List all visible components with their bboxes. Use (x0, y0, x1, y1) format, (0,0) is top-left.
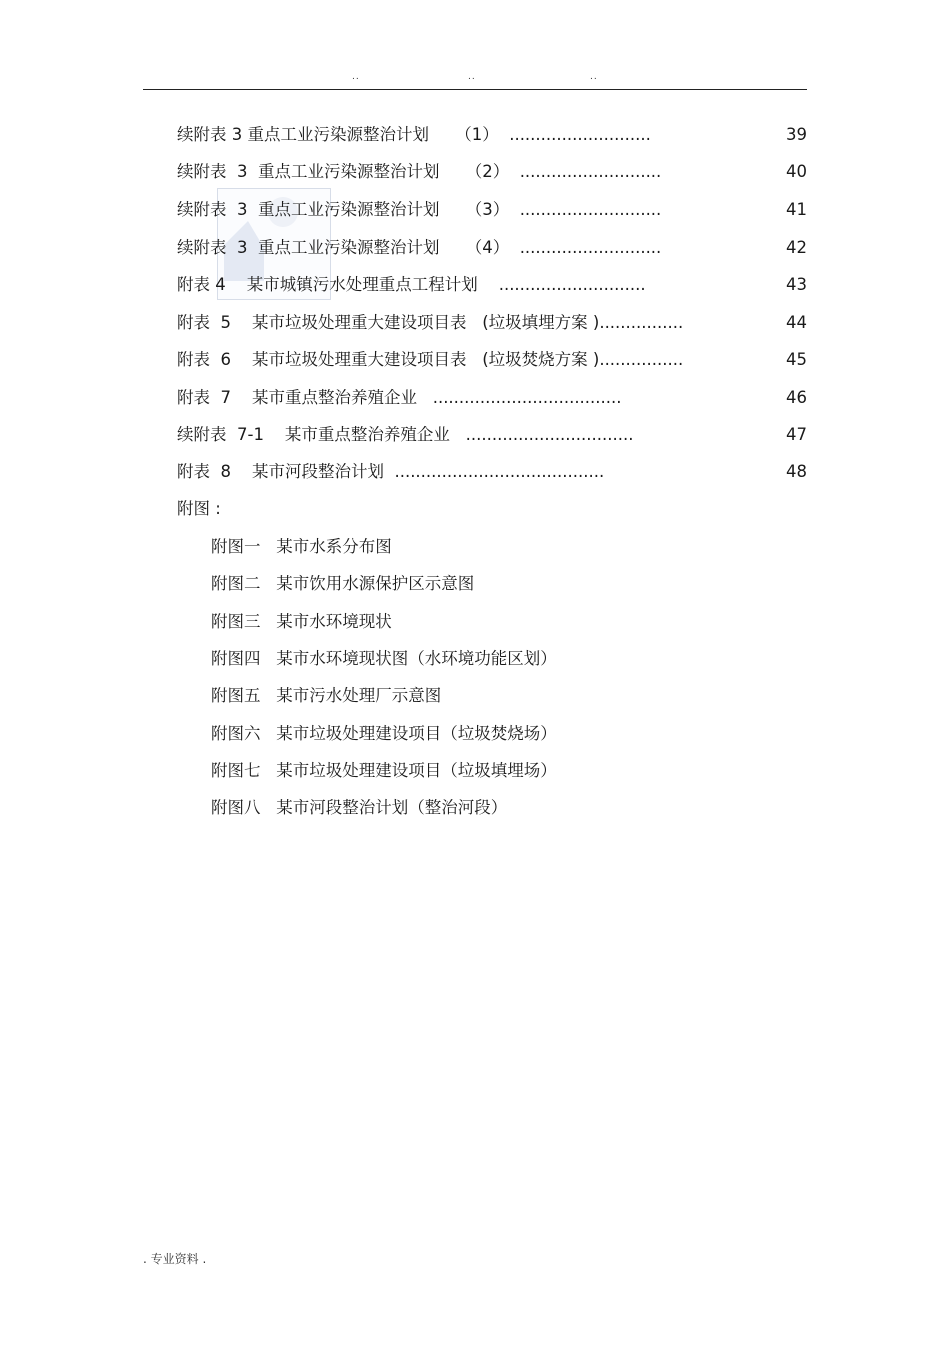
toc-entry[interactable] (0, 270, 950, 300)
header-dots-1: .. (352, 72, 360, 82)
toc-entry-title: 续附表 3 重点工业污染源整治计划 （1） ........................... (177, 125, 651, 144)
toc-entry[interactable] (0, 457, 950, 487)
figures-heading: 附图 : (177, 499, 221, 518)
toc-entry-page: 40 (786, 162, 807, 181)
toc-entry-title: 续附表 3 重点工业污染源整治计划 （2） ........................... (177, 162, 662, 181)
figure-item[interactable]: 附图六 某市垃圾处理建设项目（垃圾焚烧场） (211, 724, 557, 743)
toc-entry[interactable] (0, 308, 950, 338)
figure-item[interactable]: 附图四 某市水环境现状图（水环境功能区划） (211, 649, 557, 668)
figure-item[interactable]: 附图五 某市污水处理厂示意图 (211, 686, 442, 705)
figure-item[interactable]: 附图一 某市水系分布图 (211, 537, 392, 556)
toc-entry[interactable] (0, 420, 950, 450)
figure-item[interactable]: 附图二 某市饮用水源保护区示意图 (211, 574, 475, 593)
toc-entry-title: 附表 8 某市河段整治计划 ........................................ (177, 462, 605, 481)
toc-entry[interactable] (0, 157, 950, 187)
figure-item[interactable]: 附图七 某市垃圾处理建设项目（垃圾填埋场） (211, 761, 557, 780)
toc-entry-title: 附表 7 某市重点整治养殖企业 .................................... (177, 388, 622, 407)
toc-entry[interactable] (0, 233, 950, 263)
toc-entry-title: 附表 5 某市垃圾处理重大建设项目表 (垃圾填埋方案 )................ (177, 313, 684, 332)
figure-item[interactable]: 附图三 某市水环境现状 (211, 612, 392, 631)
figure-item[interactable]: 附图八 某市河段整治计划（整治河段） (211, 798, 508, 817)
toc-entry-page: 39 (786, 125, 807, 144)
toc-entry-page: 48 (786, 462, 807, 481)
toc-entry-title: 续附表 7-1 某市重点整治养殖企业 ................................ (177, 425, 634, 444)
toc-entry[interactable] (0, 383, 950, 413)
toc-entry-page: 41 (786, 200, 807, 219)
header-dots-3: .. (590, 72, 598, 82)
toc-entry-page: 47 (786, 425, 807, 444)
toc-entry[interactable] (0, 120, 950, 150)
toc-entry-page: 45 (786, 350, 807, 369)
footer-text: . 专业资料 . (143, 1252, 207, 1266)
toc-entry[interactable] (0, 195, 950, 225)
header-dots-2: .. (468, 72, 476, 82)
toc-entry-page: 46 (786, 388, 807, 407)
header-rule (143, 89, 807, 90)
toc-entry-page: 44 (786, 313, 807, 332)
toc-entry-page: 42 (786, 238, 807, 257)
toc-entry-title: 续附表 3 重点工业污染源整治计划 （3） ........................... (177, 200, 662, 219)
toc-entry-title: 续附表 3 重点工业污染源整治计划 （4） ........................... (177, 238, 662, 257)
toc-entry-title: 附表 4 某市城镇污水处理重点工程计划 ............................ (177, 275, 646, 294)
toc-entry[interactable] (0, 345, 950, 375)
toc-entry-page: 43 (786, 275, 807, 294)
toc-entry-title: 附表 6 某市垃圾处理重大建设项目表 (垃圾焚烧方案 )................ (177, 350, 684, 369)
